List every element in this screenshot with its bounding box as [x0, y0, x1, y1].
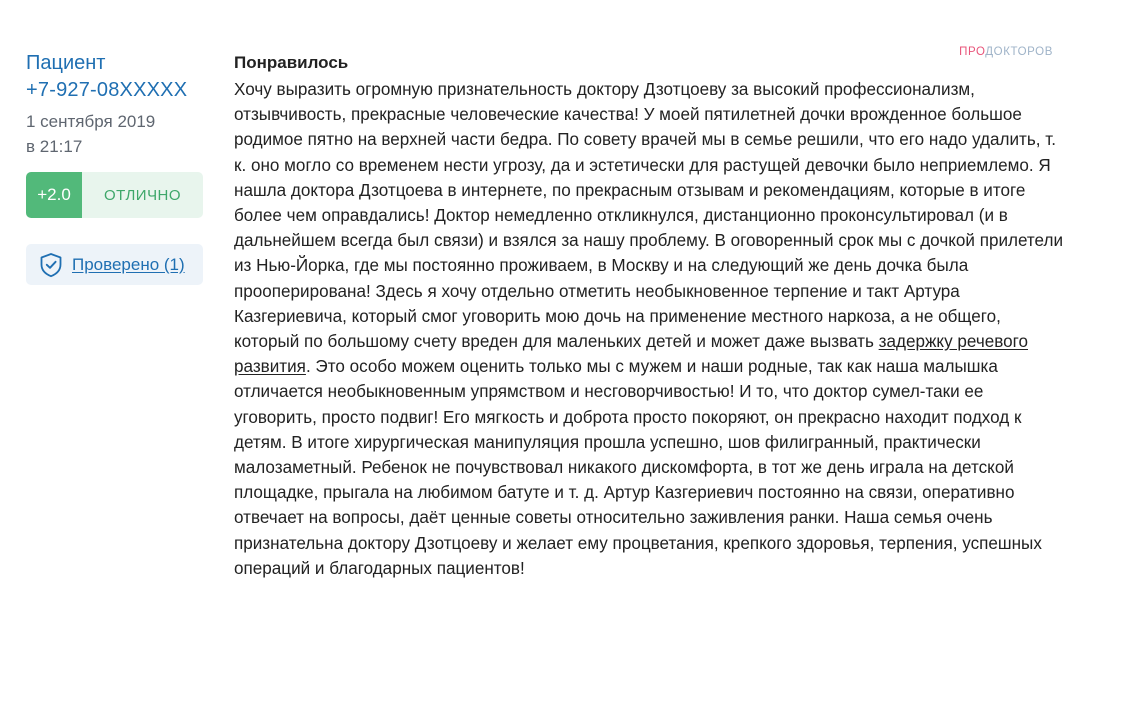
review-text [234, 77, 1064, 581]
author-name[interactable]: Пациент [26, 52, 106, 74]
speech-delay-link[interactable]: задержку речевого развития [234, 332, 1028, 377]
review-date: 1 сентября 2019 [26, 112, 156, 131]
rating-score: +2.0 [26, 172, 82, 218]
rating-label: ОТЛИЧНО [82, 172, 203, 218]
brand-part2: ДОКТОРОВ [985, 46, 1053, 58]
review-text-part1: Хочу выразить огромную признательность доктору Дзотцоеву за высокий профессионализм, отзывчивость, прекрасные человеческие качества! У моей пятилетней дочки врожденное большое родимое пятно на верхней части бедра. По совету врачей мы в семье решили, что его надо удалить, т. к. оно могло со временем нести угрозу, да и эстетически для растущей девочки было неприемлемо. Я нашла доктора Дзотцоева в интернете, по прекрасным отзывам и рекомендациям, которые в итоге более чем оправдались! Доктор немедленно откликнулся, дистанционно проконсультировал (и в дальнейшем всегда был связи) и взялся за нашу проблему. В оговоренный срок мы с дочкой прилетели из Нью-Йорка, где мы постоянно проживаем, в Москву и на следующий же день дочка была прооперирована! Здесь я хочу отдельно отметить необыкновенное терпение и такт Артура Казгериевича, который смог уговорить мою дочь на применение местного наркоза, а не общего, который по большому счету вреден для маленьких детей и может даже вызвать [234, 80, 1064, 352]
review-heading: Понравилось [234, 53, 349, 72]
review-content [234, 50, 1064, 581]
verified-label[interactable]: Проверено (1) [72, 254, 185, 274]
review-author-panel [26, 50, 206, 285]
brand-part1: ПРО [959, 46, 986, 58]
shield-check-icon [38, 252, 64, 278]
verified-button[interactable] [26, 244, 203, 285]
author-phone: +7-927-08XXXXX [26, 79, 188, 101]
review-text-part2: . Это особо можем оценить только мы с мужем и наши родные, так как наша малышка отличается необыкновенным упрямством и несговорчивостью! И то, что доктор сумел-таки ее уговорить, просто подвиг! Его мягкость и доброта просто покоряют, он прекрасно находит подход к детям. В итоге хирургическая манипуляция прошла успешно, шов филигранный, практически малозаметный. Ребенок не почувствовал никакого дискомфорта, в тот же день играла на детской площадке, прыгала на любимом батуте и т. д. Артур Казгериевич постоянно на связи, оперативно отвечает на вопросы, даёт ценные советы относительно заживления ранки. Наша семья очень признательна доктору Дзотцоеву и желает ему процветания, крепкого здоровья, терпения, успешных операций и благодарных пациентов! [234, 357, 1042, 578]
rating-badge [26, 172, 203, 218]
review-time: в 21:17 [26, 137, 83, 156]
